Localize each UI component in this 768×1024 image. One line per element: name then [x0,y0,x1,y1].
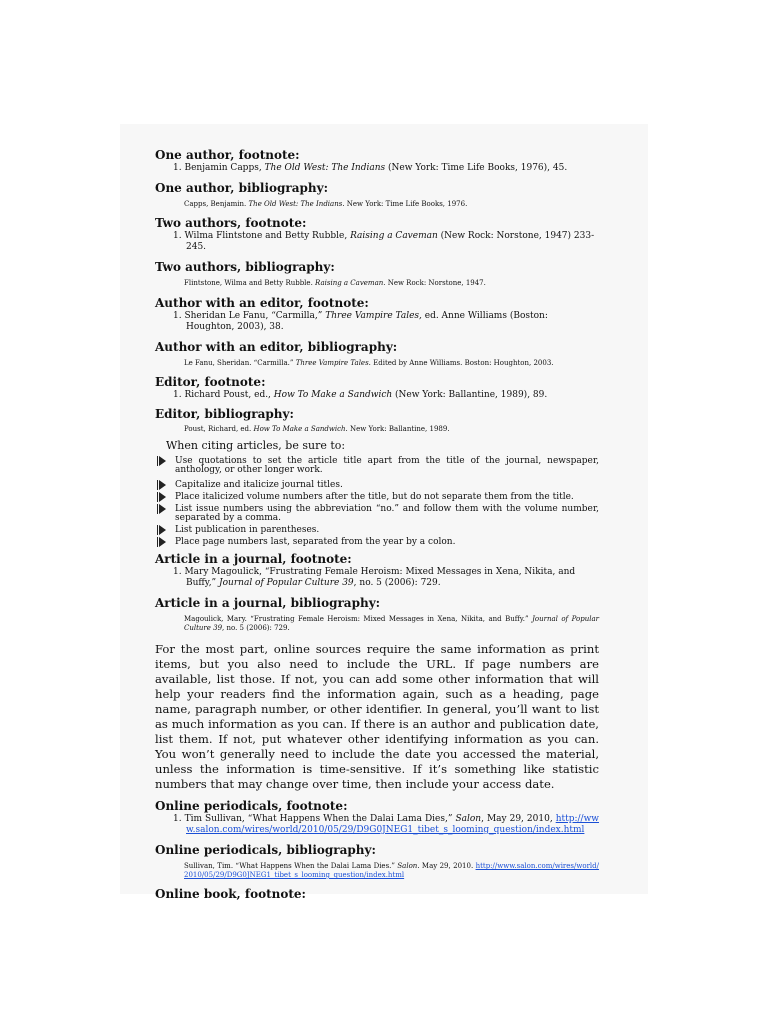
bullet-arrow-icon [157,537,158,547]
section-heading: One author, footnote: [155,148,300,162]
citation-guide [155,148,599,901]
bibliography-example: Poust, Richard, ed. How To Make a Sandwich. New York: Ballantine, 1989. [184,425,450,433]
article-tips-list [155,457,599,547]
section-heading: One author, bibliography: [155,181,329,195]
section-heading: Article in a journal, footnote: [155,552,352,566]
list-item: List issue numbers using the abbreviation “no.” and follow them with the volume number, separated by a comma. [155,505,599,523]
bibliography-example: Le Fanu, Sheridan. “Carmilla.” Three Vampire Tales. Edited by Anne Williams. Boston: Houghton, 2003. [184,359,554,367]
citation-link[interactable]: http://www.salon.com/wires/world/2010/05/29/D9G0JNEG1_tibet_s_looming_question/index.html [186,814,599,835]
section-heading: Online periodicals, footnote: [155,799,348,813]
list-item: Place italicized volume numbers after the title, but do not separate them from the title. [155,493,599,502]
bullet-arrow-icon [157,504,158,514]
section-heading: Online periodicals, bibliography: [155,843,376,857]
bibliography-example: Capps, Benjamin. The Old West: The Indians. New York: Time Life Books, 1976. [184,200,468,208]
bibliography-example: Sullivan, Tim. “What Happens When the Dalai Lama Dies.” Salon. May 29, 2010. http://www.salon.com/wires/world/2010/05/29/D9G0JNEG1_tibet_s_looming_question/index.html [184,862,600,879]
bibliography-example: Flintstone, Wilma and Betty Rubble. Raising a Caveman. New Rock: Norstone, 1947. [184,279,486,287]
section-heading: Article in a journal, bibliography: [155,596,381,610]
bullet-arrow-icon [157,492,158,502]
footnote-example: 1. Sheridan Le Fanu, “Carmilla,” Three Vampire Tales, ed. Anne Williams (Boston: Houghton, 2003), 38. [173,311,548,332]
section-heading: Two authors, footnote: [155,216,307,230]
footnote-example: 1. Benjamin Capps, The Old West: The Indians (New York: Time Life Books, 1976), 45. [173,163,568,173]
section-heading: Online book, footnote: [155,887,306,901]
section-heading: Two authors, bibliography: [155,260,335,274]
articles-lead: When citing articles, be sure to: [166,439,346,452]
bullet-arrow-icon [157,456,158,466]
list-item: Capitalize and italicize journal titles. [155,481,599,490]
footnote-example: 1. Wilma Flintstone and Betty Rubble, Raising a Caveman (New Rock: Norstone, 1947) 233-245. [173,231,595,252]
bullet-arrow-icon [157,525,158,535]
bibliography-example: Magoulick, Mary. “Frustrating Female Heroism: Mixed Messages in Xena, Nikita, and Buffy.” Journal of Popular Culture 39, no. 5 (2006): 729. [184,615,599,632]
footnote-example: 1. Richard Poust, ed., How To Make a Sandwich (New York: Ballantine, 1989), 89. [173,390,548,400]
section-heading: Author with an editor, bibliography: [155,340,398,354]
list-item: Use quotations to set the article title apart from the title of the journal, newspaper, anthology, or other longer work. [155,457,599,475]
footnote-example: 1. Tim Sullivan, “What Happens When the Dalai Lama Dies,” Salon, May 29, 2010, http://www.salon.com/wires/world/2010/05/29/D9G0JNEG1_tibet_s_looming_question/index.html [173,814,599,835]
section-heading: Editor, footnote: [155,375,266,389]
list-item: Place page numbers last, separated from the year by a colon. [155,538,599,547]
section-heading: Editor, bibliography: [155,407,294,421]
list-item: List publication in parentheses. [155,526,599,535]
section-heading: Author with an editor, footnote: [155,296,369,310]
footnote-example: 1. Mary Magoulick, “Frustrating Female Heroism: Mixed Messages in Xena, Nikita, and Buffy,” Journal of Popular Culture 39, no. 5 (2006): 729. [173,567,576,588]
citation-link[interactable]: http://www.salon.com/wires/world/2010/05/29/D9G0JNEG1_tibet_s_looming_question/index.html [184,862,600,879]
online-sources-paragraph: For the most part, online sources require the same information as print items, but you also need to include the URL. If page numbers are available, list those. If not, you can add some other information that will help your readers find the information again, such as a heading, page name, paragraph number, or other identifier. In general, you’ll want to list as much information as you can. If there is an author and publication date, list them. If not, put whatever other identifying information as you can. You won’t generally need to include the date you accessed the material, unless the information is time-sensitive. If it’s something like statistic numbers that may change over time, then include your access date. [155,642,599,791]
bullet-arrow-icon [157,480,158,490]
